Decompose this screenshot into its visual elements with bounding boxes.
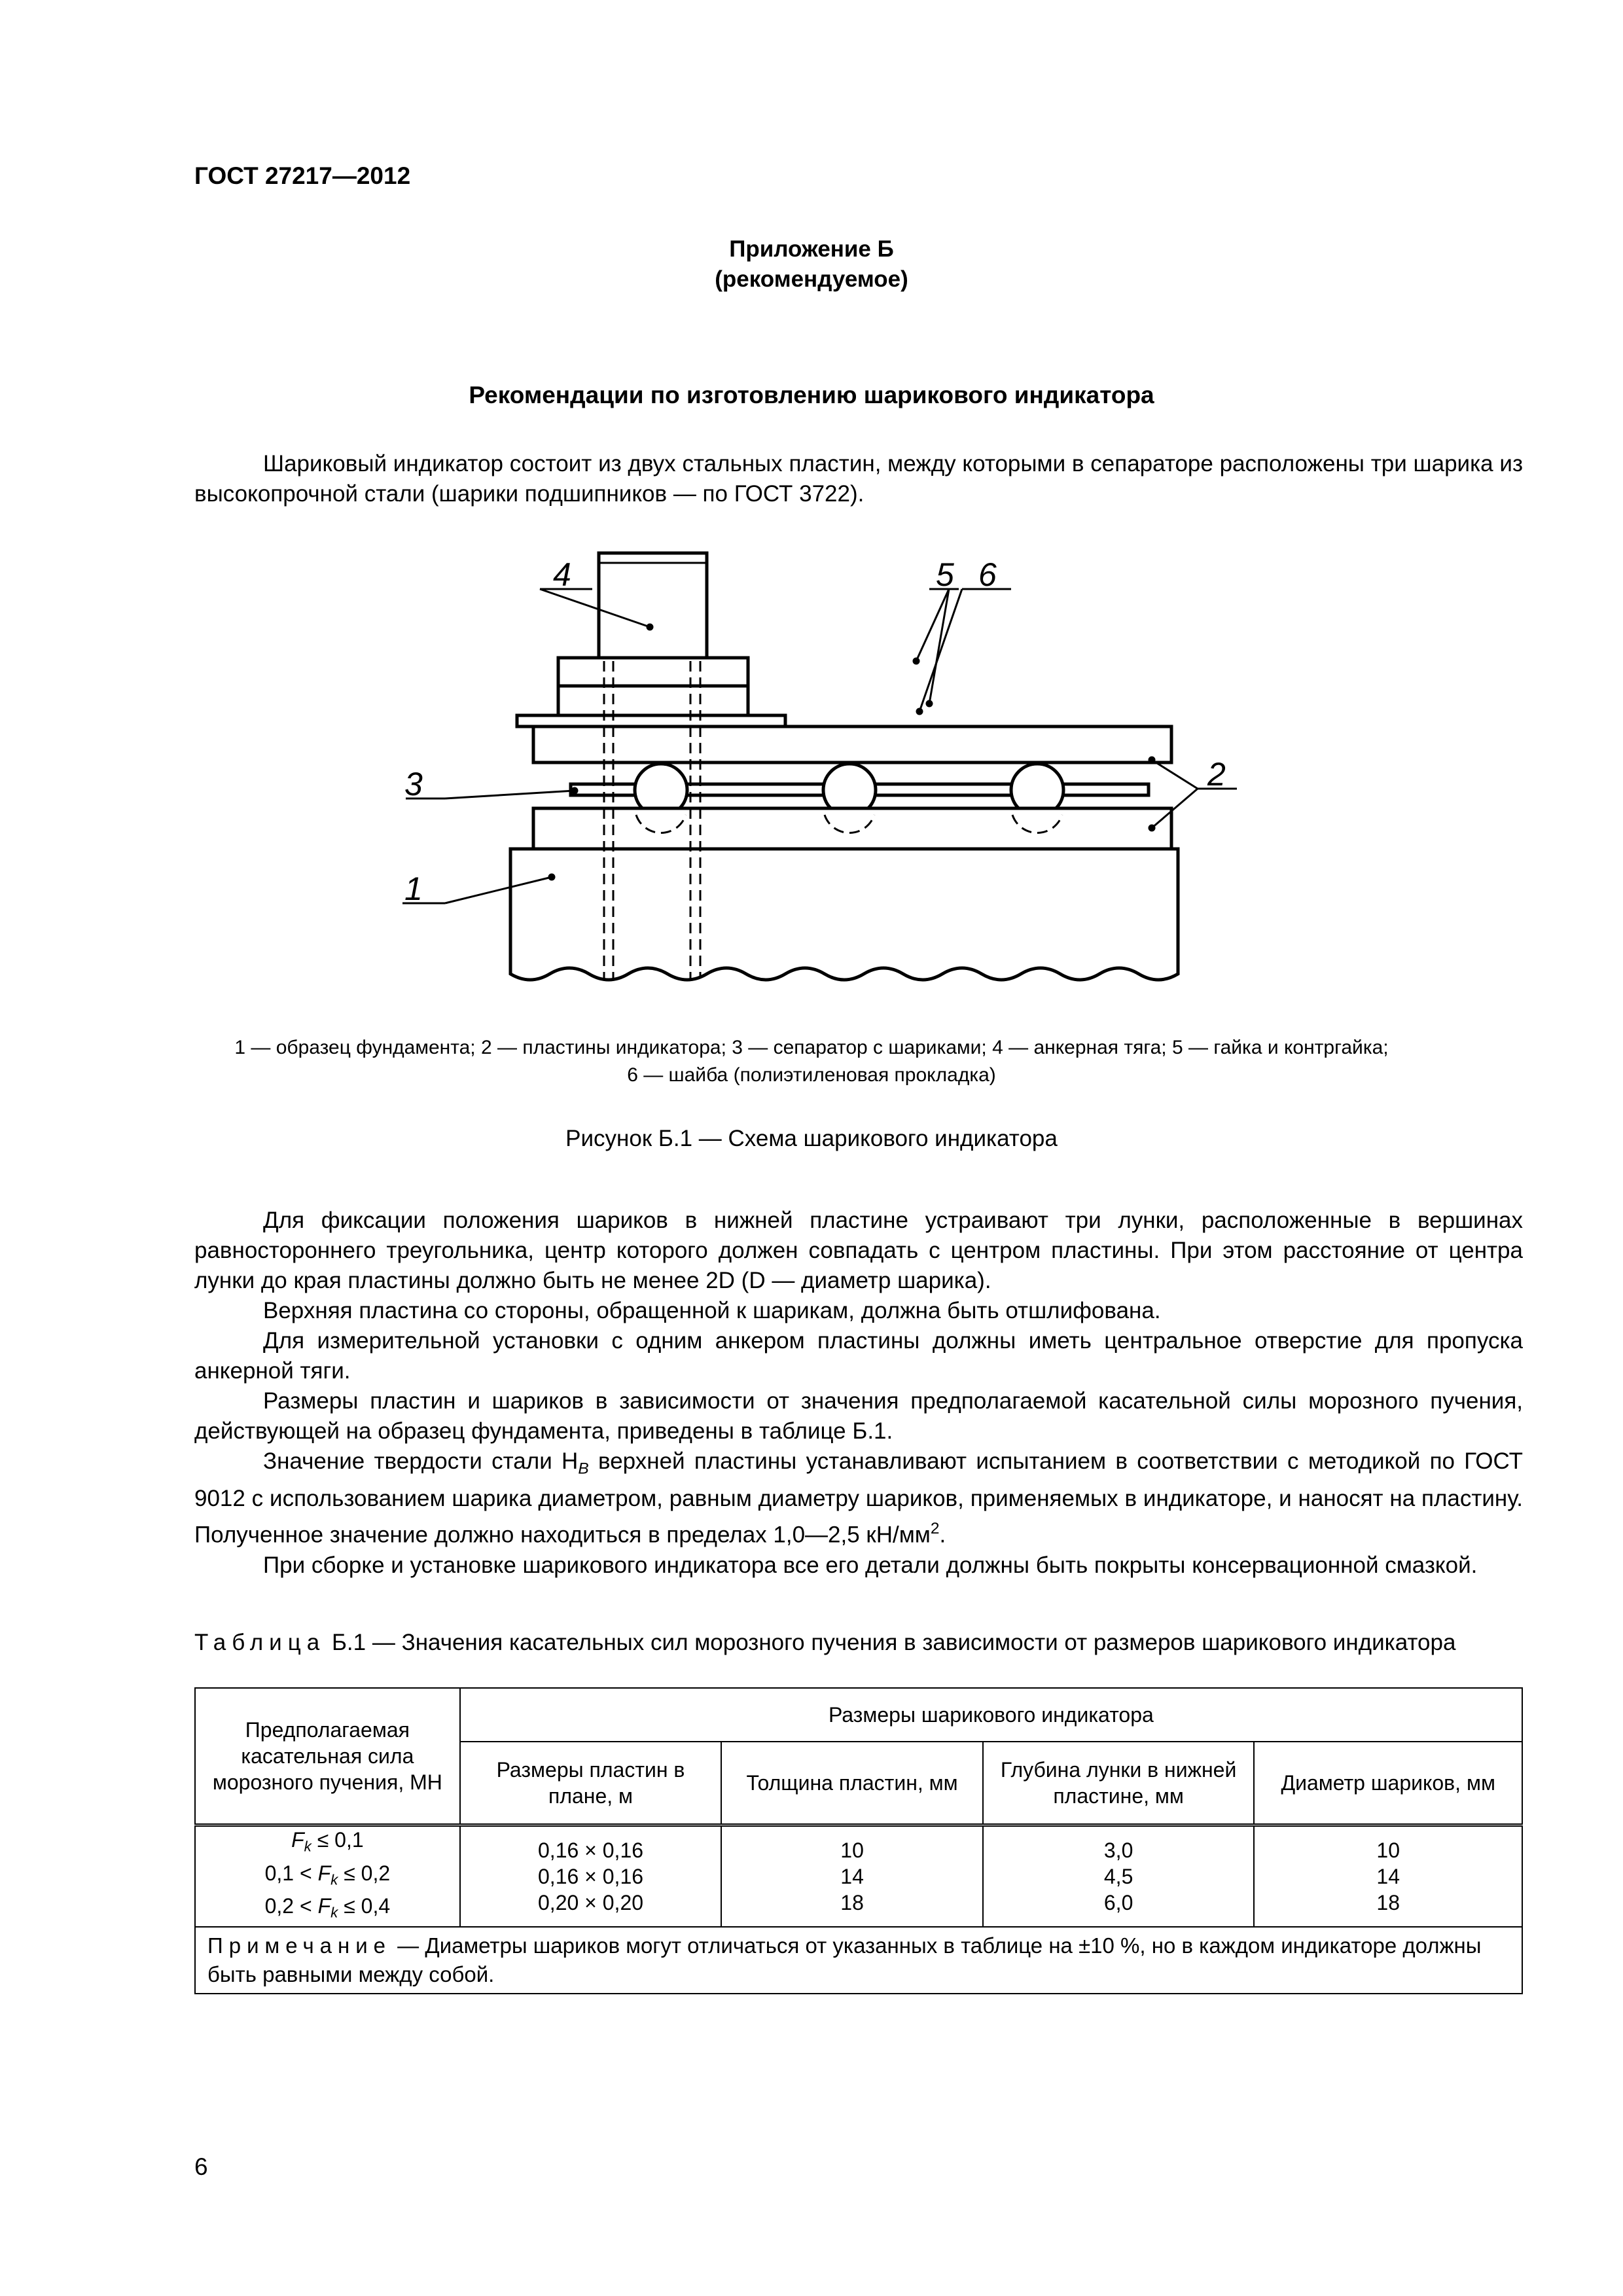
intro-paragraph-block bbox=[194, 449, 1523, 509]
nut-upper bbox=[558, 658, 748, 686]
figure-label-4: 4 bbox=[553, 556, 571, 593]
paragraph-holes: Для фиксации положения шариков в нижней пластине устраивают три лунки, расположенные в вершинах равностороннего треугольника, центр которого должен совпадать с центром пластины. При этом расстояние от центра лунки до края пластины должно быть не менее 2D (D — диаметр шарика). bbox=[194, 1208, 1523, 1293]
figure-legend bbox=[0, 1034, 1623, 1089]
appendix-status: (рекомендуемое) bbox=[715, 266, 908, 292]
appendix-heading bbox=[0, 234, 1623, 295]
table-header-plate-size: Размеры пластин в плане, м bbox=[460, 1742, 722, 1825]
table-header-hole-depth: Глубина лунки в нижней пластине, мм bbox=[983, 1742, 1255, 1825]
table-header-plate-thickness: Толщина пластин, мм bbox=[721, 1742, 983, 1825]
figure-caption: Рисунок Б.1 — Схема шарикового индикатора bbox=[565, 1126, 1058, 1151]
table-cell-force bbox=[195, 1825, 460, 1928]
figure-label-6: 6 bbox=[978, 556, 997, 593]
ball-indicator-diagram bbox=[404, 537, 1243, 1008]
data-table bbox=[194, 1687, 1523, 1994]
table-cell-plate-thickness: 10 14 18 bbox=[721, 1825, 983, 1928]
table-header-ball-diameter: Диаметр шариков, мм bbox=[1254, 1742, 1522, 1825]
table-row-1-force: $F_k \le 0,1$ bbox=[291, 1828, 364, 1855]
body-paragraphs bbox=[194, 1206, 1523, 1581]
figure-label-5: 5 bbox=[936, 556, 954, 593]
upper-plate bbox=[533, 726, 1171, 762]
section-title: Рекомендации по изготовлению шарикового индикатора bbox=[469, 382, 1154, 408]
table-caption bbox=[194, 1628, 1523, 1657]
figure-label-1: 1 bbox=[404, 870, 423, 907]
figure-label-3: 3 bbox=[404, 766, 423, 802]
intro-paragraph: Шариковый индикатор состоит из двух стальных пластин, между которыми в сепараторе расположены три шарика из высокопрочной стали (шарики подшипников — по ГОСТ 3722). bbox=[194, 451, 1523, 507]
table-cell-ball-diameter: 10 14 18 bbox=[1254, 1825, 1522, 1928]
table-row-2-force: $0,1 < F_k \le 0,2$ bbox=[264, 1861, 391, 1888]
nut-lower bbox=[558, 686, 748, 715]
table-note-label: Примечание bbox=[207, 1933, 392, 1958]
table-header-force: Предполагаемая касательная сила морозного пучения, МН bbox=[195, 1688, 460, 1825]
table-header-group: Размеры шарикового индикатора bbox=[460, 1688, 1522, 1742]
paragraph-central-hole: Для измерительной установки с одним анкером пластины должны иметь центральное отверстие для пропуска анкерной тяги. bbox=[194, 1328, 1523, 1384]
paragraph-upper-plate: Верхняя пластина со стороны, обращенной к шарикам, должна быть отшлифована. bbox=[263, 1298, 1161, 1323]
table-caption-label: Таблица bbox=[194, 1630, 326, 1655]
table-cell-plate-size: 0,16 × 0,16 0,16 × 0,16 0,20 × 0,20 bbox=[460, 1825, 722, 1928]
washer bbox=[517, 715, 785, 726]
figure-legend-line2: 6 — шайба (полиэтиленовая прокладка) bbox=[627, 1064, 996, 1086]
table-row-3-force: $0,2 < F_k \le 0,4$ bbox=[264, 1894, 391, 1922]
figure-legend-line1: 1 — образец фундамента; 2 — пластины индикатора; 3 — сепаратор с шариками; 4 — анкерная тяга; 5 — гайка и контргайка; bbox=[234, 1037, 1389, 1058]
paragraph-assembly: При сборке и установке шарикового индикатора все его детали должны быть покрыты консервационной смазкой. bbox=[263, 1552, 1478, 1578]
table-caption-text: Б.1 — Значения касательных сил морозного пучения в зависимости от размеров шарикового индикатора bbox=[325, 1630, 1456, 1655]
appendix-label: Приложение Б bbox=[729, 236, 894, 262]
foundation-sample bbox=[510, 849, 1178, 980]
table-note-text: — Диаметры шариков могут отличаться от указанных в таблице на ±10 %, но в каждом индикаторе должны быть равными между собой. bbox=[207, 1933, 1482, 1987]
table-cell-hole-depth: 3,0 4,5 6,0 bbox=[983, 1825, 1255, 1928]
lower-plate bbox=[533, 808, 1171, 849]
paragraph-sizes: Размеры пластин и шариков в зависимости от значения предполагаемой касательной силы морозного пучения, действующей на образец фундамента, приведены в таблице Б.1. bbox=[194, 1388, 1523, 1444]
document-header: ГОСТ 27217—2012 bbox=[194, 162, 411, 189]
table-note bbox=[195, 1927, 1522, 1994]
figure-label-2: 2 bbox=[1207, 756, 1226, 793]
page-number: 6 bbox=[194, 2153, 208, 2180]
paragraph-hardness: Значение твердости стали $H_B$ верхней пластины устанавливают испытанием в соответствии с методикой по ГОСТ 9012 с использованием шарика диаметром, равным диаметру шариков, применяемых в индикаторе, и наносят на пластину. Полученное значение должно находиться в пределах 1,0—2,5 $кН/мм^2$. bbox=[194, 1448, 1524, 1548]
